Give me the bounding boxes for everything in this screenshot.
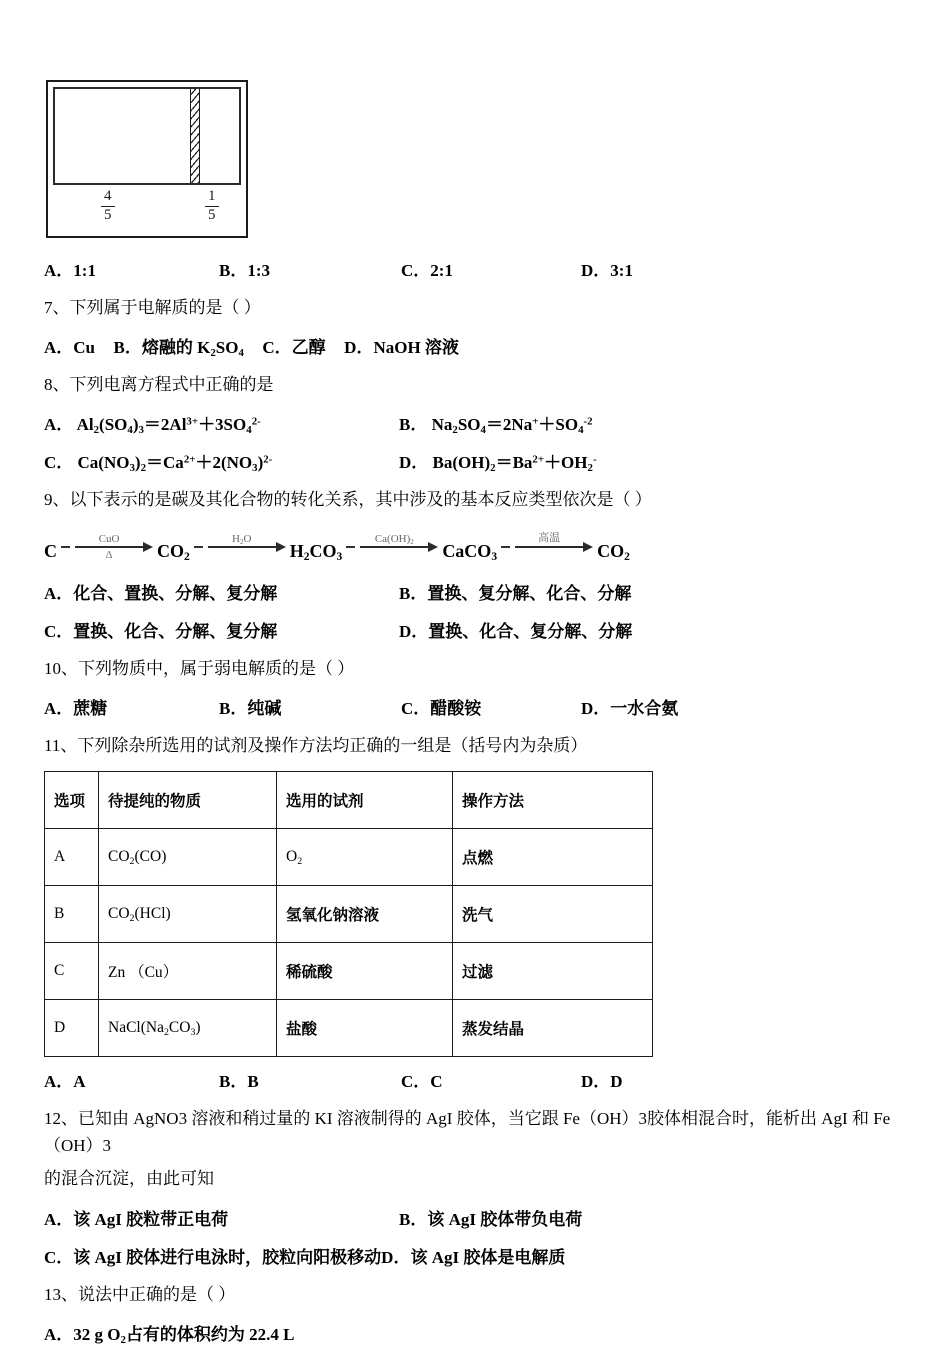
q12-option-c[interactable]: C．该 AgI 胶体进行电泳时，胶粒向阳极移动 xyxy=(44,1247,382,1267)
reaction-arrow-4 xyxy=(501,526,593,560)
q11-answers-row xyxy=(44,1067,910,1092)
q11-stem: 11、下列除杂所选用的试剂及操作方法均正确的一组是（括号内为杂质） xyxy=(44,735,588,755)
q7-options-row xyxy=(44,333,910,358)
fraction-one-fifth xyxy=(205,189,219,224)
row-c-method: 过滤 xyxy=(453,942,653,999)
q12-options-row-1 xyxy=(44,1205,910,1230)
arrow-1-reagent: CuO xyxy=(98,532,120,545)
q13-option-a[interactable] xyxy=(44,1320,910,1345)
q9-option-a[interactable]: A．化合、置换、分解、复分解 xyxy=(44,583,278,603)
q8-formula-d: $Ba(OH)_2=Ba^{2+}+OH_2^-$ xyxy=(432,453,597,475)
purification-table xyxy=(44,771,653,1057)
arrow-3-reagent: $Ca(OH)_2$ xyxy=(374,532,414,546)
row-a-substance: $CO_2(CO)$ xyxy=(99,828,277,885)
q7-option-d[interactable]: D．NaOH 溶液 xyxy=(344,338,459,358)
scheme-species-c: C xyxy=(44,540,57,561)
arrow-1-condition: Δ xyxy=(105,548,113,561)
q9-option-d[interactable]: D．置换、化合、复分解、分解 xyxy=(399,621,633,641)
q9-options-row-2 xyxy=(44,617,910,642)
row-c-substance: Zn （Cu） xyxy=(99,942,277,999)
row-d-substance: $NaCl(Na_2CO_3)$ xyxy=(99,999,277,1056)
q6-option-b[interactable]: B．1:3 xyxy=(219,261,270,280)
fraction-four-fifths xyxy=(101,189,115,224)
scheme-species-co2-last: $CO_2$ xyxy=(597,540,630,563)
arrow-2-reagent: $H_2O$ xyxy=(232,532,252,546)
diagram-inner-rectangle xyxy=(53,87,241,185)
q12-option-d[interactable]: D．该 AgI 胶体是电解质 xyxy=(381,1247,566,1267)
row-b-method: 洗气 xyxy=(453,885,653,942)
q9-option-b[interactable]: B．置换、复分解、化合、分解 xyxy=(399,583,632,603)
table-row xyxy=(45,885,653,942)
arrow-4-condition: 高温 xyxy=(538,531,561,544)
q6-option-a[interactable]: A．1:1 xyxy=(44,261,96,280)
header-option: 选项 xyxy=(45,771,99,828)
q11-option-c[interactable]: C．C xyxy=(401,1071,443,1091)
q8-formula-c: $Ca(NO_3)_2=Ca^{2+}+2(NO_3)^{2-}$ xyxy=(77,453,273,475)
q10-options-row xyxy=(44,694,910,719)
scheme-species-co2-first: $CO_2$ xyxy=(157,540,190,563)
q8-stem: 8、下列电离方程式中正确的是 xyxy=(44,375,274,395)
q6-option-c[interactable]: C．2:1 xyxy=(401,261,453,280)
q6-options-row xyxy=(44,256,910,281)
header-method: 操作方法 xyxy=(453,771,653,828)
row-d-reagent: 盐酸 xyxy=(277,999,453,1056)
hatched-strip xyxy=(190,89,200,183)
fraction-numerator: 1 xyxy=(205,189,219,207)
figure-container xyxy=(46,80,910,238)
table-row xyxy=(45,942,653,999)
scheme-species-h2co3: $H_2CO_3$ xyxy=(289,540,343,563)
q11-option-d[interactable]: D．D xyxy=(581,1071,623,1091)
row-b-substance: $CO_2(HCl)$ xyxy=(99,885,277,942)
header-reagent: 选用的试剂 xyxy=(277,771,453,828)
q8-option-c[interactable]: C． $Ca(NO_3)_2=Ca^{2+}+2(NO_3)^{2-}$ xyxy=(44,453,273,475)
q13-option-a-prefix: A．32 g O xyxy=(44,1324,121,1344)
reaction-arrow-1 xyxy=(61,526,153,560)
q12-option-a[interactable]: A．该 AgI 胶粒带正电荷 xyxy=(44,1209,229,1229)
q10-option-d[interactable]: D．一水合氨 xyxy=(581,698,679,718)
q8-options-row-1 xyxy=(44,410,910,435)
q10-option-c[interactable]: C．醋酸铵 xyxy=(401,698,482,718)
q8-option-a[interactable]: A． $Al_2(SO_4)_3=2Al^{3+}+3SO_4^{2-}$ xyxy=(44,415,261,437)
row-b-option: B xyxy=(45,885,99,942)
q11-option-a[interactable]: A．A xyxy=(44,1071,86,1091)
q8-option-d[interactable]: D． $Ba(OH)_2=Ba^{2+}+OH_2^-$ xyxy=(399,453,597,475)
row-d-method: 蒸发结晶 xyxy=(453,999,653,1056)
row-a-method: 点燃 xyxy=(453,828,653,885)
reaction-arrow-2 xyxy=(194,526,286,560)
q12-stem-line1: 12、已知由 AgNO3 溶液和稍过量的 KI 溶液制得的 AgI 胶体，当它跟 Fe（OH）3胶体相混合时，能析出 AgI 和 Fe（OH）3 xyxy=(44,1108,891,1156)
q9-reaction-scheme xyxy=(44,526,910,563)
q6-option-d[interactable]: D．3:1 xyxy=(581,261,633,280)
rectangle-fraction-diagram xyxy=(46,80,248,238)
row-c-option: C xyxy=(45,942,99,999)
q10-stem: 10、下列物质中，属于弱电解质的是（ ） xyxy=(44,658,355,678)
q8-options-row-2 xyxy=(44,448,910,473)
table-header-row xyxy=(45,771,653,828)
q13-option-a-subscript: 2 xyxy=(120,1333,126,1346)
q10-option-b[interactable]: B．纯碱 xyxy=(219,698,282,718)
row-a-reagent: $O_2$ xyxy=(277,828,453,885)
q9-options-row-1 xyxy=(44,579,910,604)
row-d-option: D xyxy=(45,999,99,1056)
q10-option-a[interactable]: A．蔗糖 xyxy=(44,698,108,718)
q9-option-c[interactable]: C．置换、化合、分解、复分解 xyxy=(44,621,278,641)
fraction-denominator: 5 xyxy=(208,206,216,223)
reaction-arrow-3 xyxy=(346,526,438,560)
q11-option-b[interactable]: B．B xyxy=(219,1071,259,1091)
diagram-fraction-labels xyxy=(53,185,241,233)
q13-option-a-suffix: 占有的体积约为 22.4 L xyxy=(125,1324,295,1344)
q8-option-b[interactable]: B． $Na_2SO_4=2Na^++SO_4^{-2}$ xyxy=(399,415,593,437)
q8-formula-a: $Al_2(SO_4)_3=2Al^{3+}+3SO_4^{2-}$ xyxy=(76,415,261,437)
row-b-reagent: 氢氧化钠溶液 xyxy=(277,885,453,942)
scheme-species-caco3: CaCO$_3$ xyxy=(442,540,498,563)
q13-stem: 13、说法中正确的是（ ） xyxy=(44,1284,236,1304)
q7-option-a[interactable]: A．Cu xyxy=(44,338,96,358)
q7-option-c[interactable]: C．乙醇 xyxy=(262,338,326,358)
row-c-reagent: 稀硫酸 xyxy=(277,942,453,999)
page-content xyxy=(44,80,910,1358)
fraction-numerator: 4 xyxy=(101,189,115,207)
q12-option-b[interactable]: B．该 AgI 胶体带负电荷 xyxy=(399,1209,583,1229)
q7-option-b[interactable]: B．熔融的 $K_2SO_4$ xyxy=(113,338,244,360)
q12-stem-line2: 的混合沉淀，由此可知 xyxy=(44,1169,214,1189)
q7-stem: 7、下列属于电解质的是（ ） xyxy=(44,298,261,317)
fraction-denominator: 5 xyxy=(104,206,112,223)
q8-formula-b: $Na_2SO_4=2Na^++SO_4^{-2}$ xyxy=(431,415,593,437)
row-a-option: A xyxy=(45,828,99,885)
header-substance: 待提纯的物质 xyxy=(99,771,277,828)
q12-options-row-2 xyxy=(44,1243,910,1268)
q9-stem: 9、以下表示的是碳及其化合物的转化关系，其中涉及的基本反应类型依次是（ ） xyxy=(44,490,652,510)
table-row xyxy=(45,999,653,1056)
table-row xyxy=(45,828,653,885)
